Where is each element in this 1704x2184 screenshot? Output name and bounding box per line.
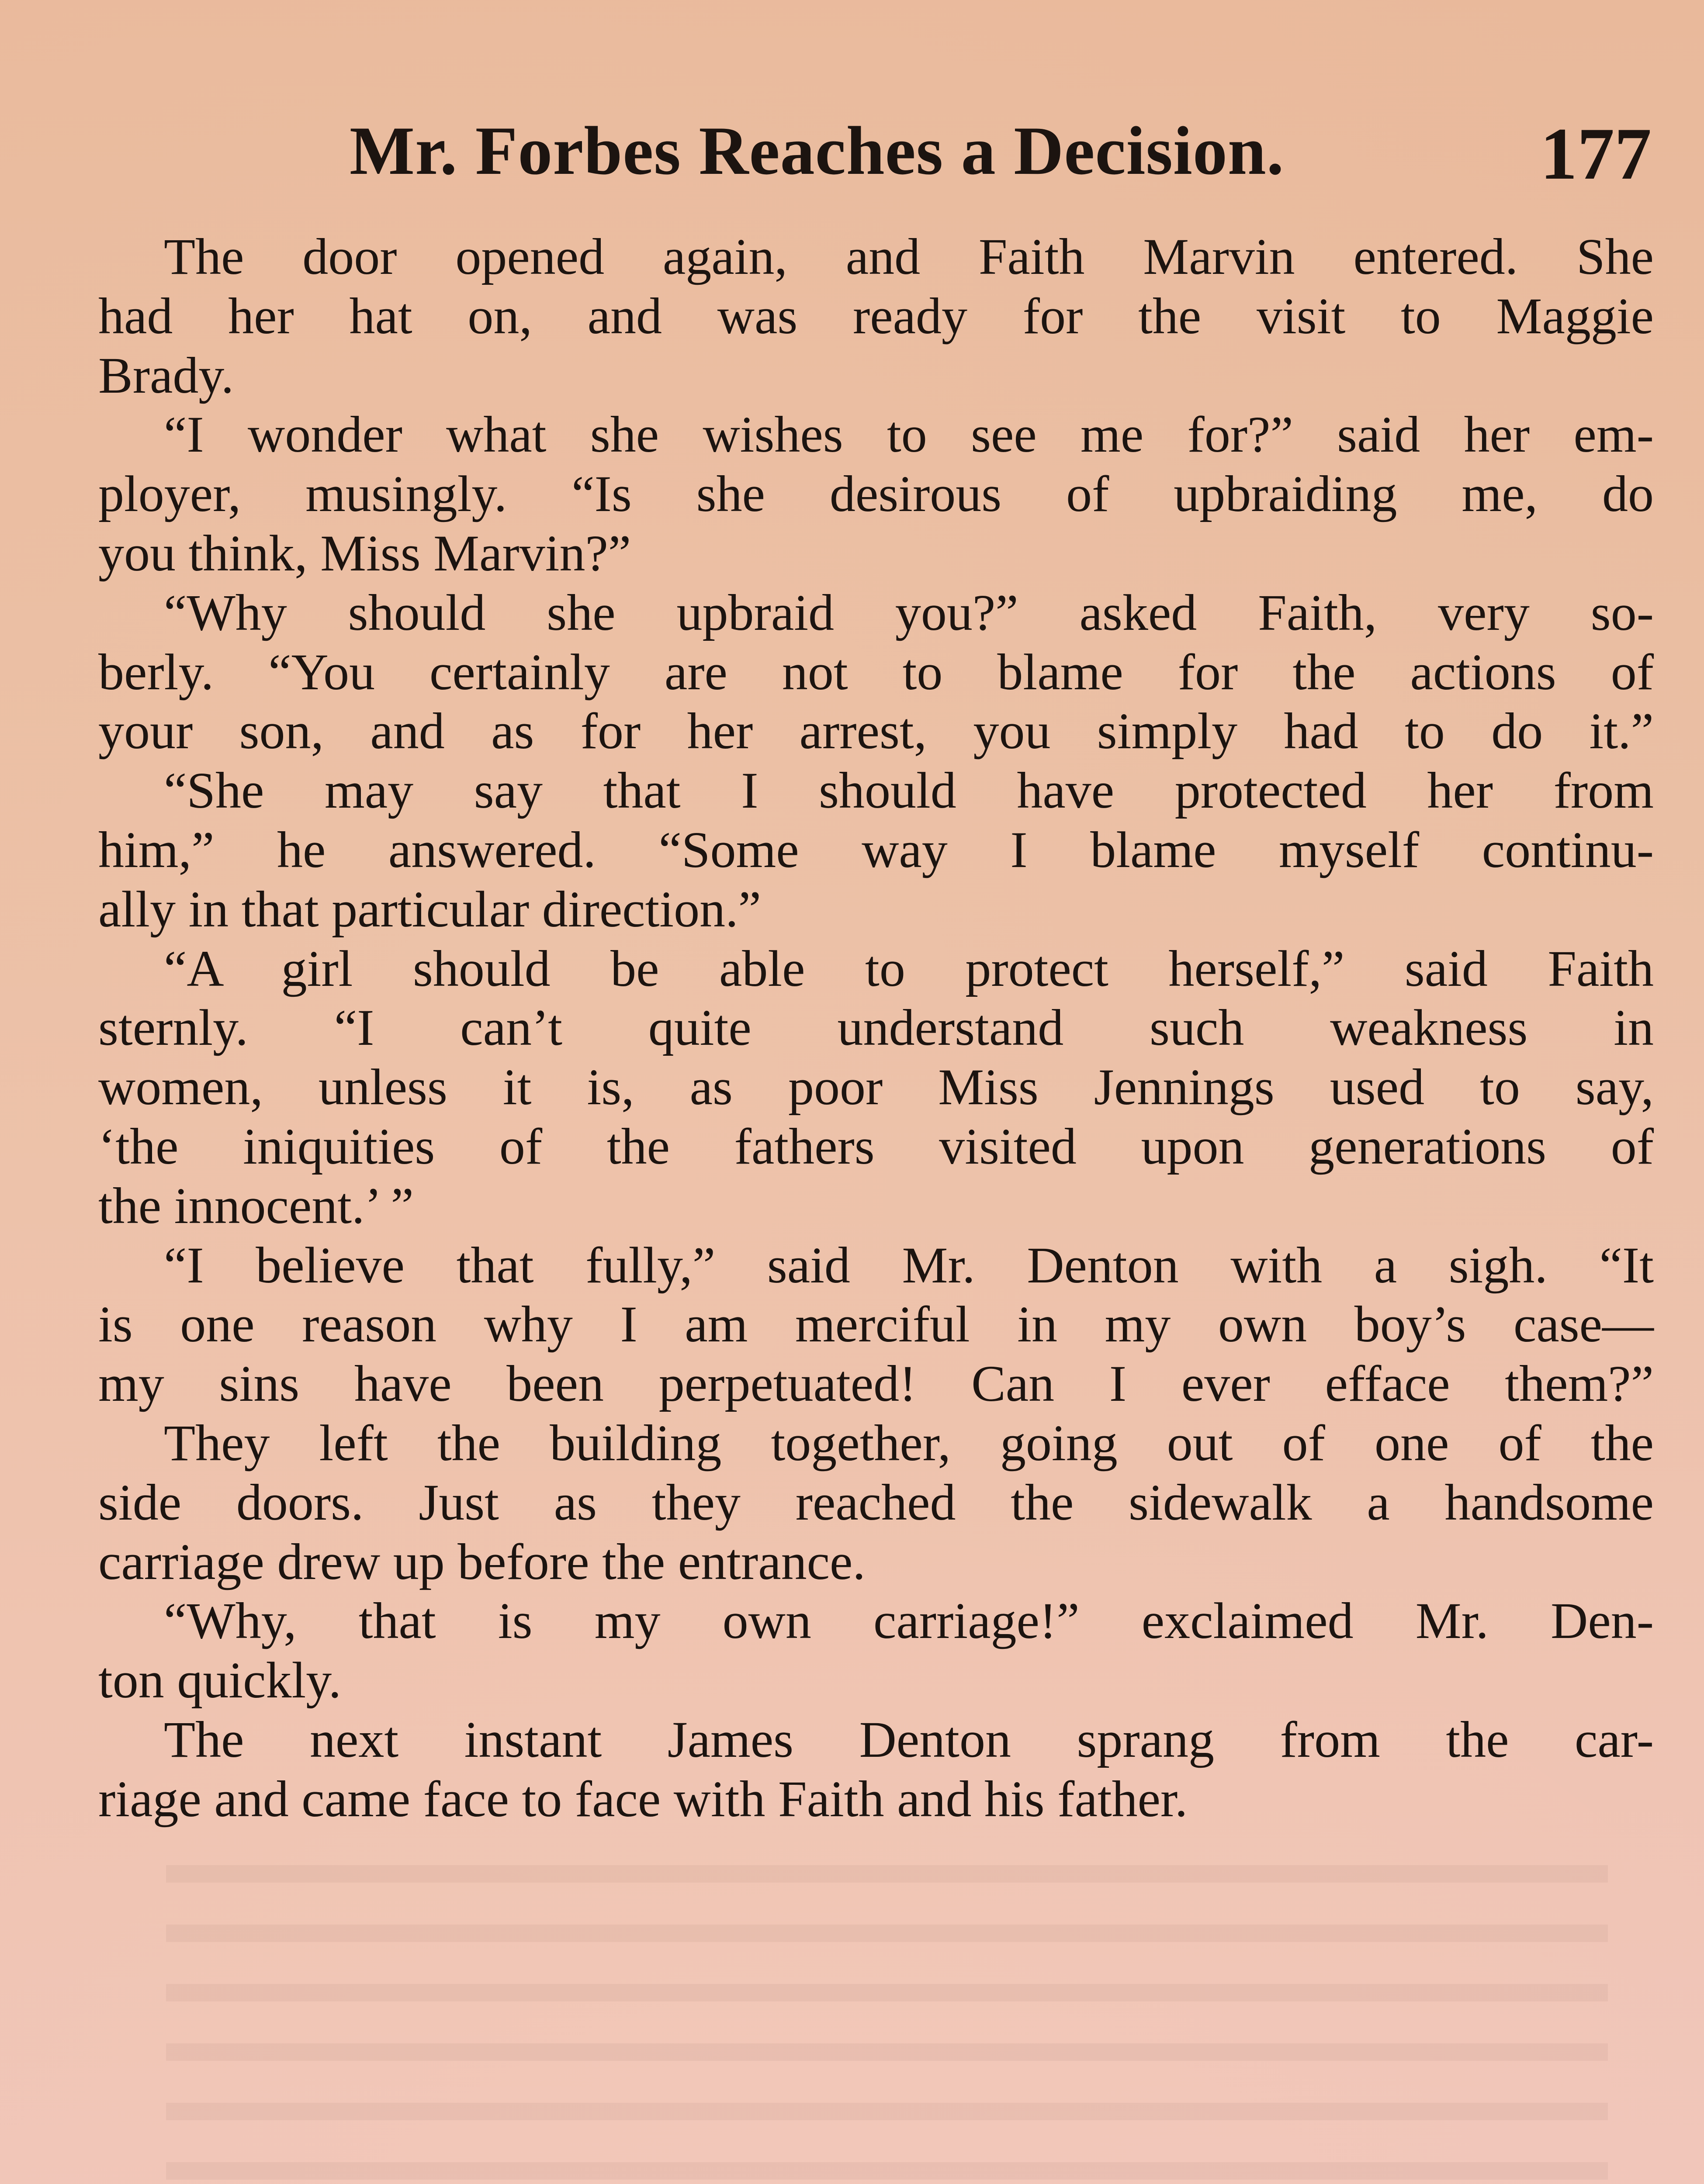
page-header bbox=[153, 94, 1652, 207]
text-line: “A girl should be able to protect herself,” said Faith bbox=[164, 940, 1654, 997]
text-line: side doors. Just as they reached the sidewalk a handsome bbox=[98, 1473, 1654, 1531]
text-line: “Why should she upbraid you?” asked Faith, very so- bbox=[164, 584, 1654, 641]
body-text bbox=[98, 227, 1654, 1829]
text-line: is one reason why I am merciful in my own boy’s case— bbox=[98, 1296, 1654, 1353]
text-line: berly. “You certainly are not to blame for the actions of bbox=[98, 643, 1654, 701]
page-number: 177 bbox=[1540, 113, 1652, 195]
text-line: riage and came face to face with Faith and his father. bbox=[98, 1770, 1188, 1828]
text-line: sternly. “I can’t quite understand such weakness in bbox=[98, 999, 1654, 1057]
text-line: Brady. bbox=[98, 346, 234, 404]
text-line: “I believe that fully,” said Mr. Denton with a sigh. “It bbox=[164, 1236, 1654, 1294]
text-line: The next instant James Denton sprang from the car- bbox=[164, 1711, 1654, 1768]
text-line: “I wonder what she wishes to see me for?” said her em- bbox=[164, 406, 1654, 463]
text-line: ployer, musingly. “Is she desirous of upbraiding me, do bbox=[98, 465, 1654, 523]
text-line: ‘the iniquities of the fathers visited upon generations of bbox=[98, 1117, 1654, 1175]
text-line: him,” he answered. “Some way I blame myself continu- bbox=[98, 821, 1654, 878]
text-line: The door opened again, and Faith Marvin entered. She bbox=[164, 228, 1654, 285]
text-line: ton quickly. bbox=[98, 1652, 342, 1709]
text-line: women, unless it is, as poor Miss Jennings used to say, bbox=[98, 1058, 1654, 1116]
text-line: your son, and as for her arrest, you simply had to do it.” bbox=[98, 702, 1654, 760]
reverse-page-bleed-through bbox=[166, 1835, 1608, 2184]
text-line: “She may say that I should have protected her from bbox=[164, 762, 1654, 819]
text-line: carriage drew up before the entrance. bbox=[98, 1533, 866, 1590]
text-line: you think, Miss Marvin?” bbox=[98, 524, 631, 582]
text-line: my sins have been perpetuated! Can I ever efface them?” bbox=[98, 1355, 1654, 1413]
text-line: the innocent.’ ” bbox=[98, 1177, 414, 1234]
text-line: “Why, that is my own carriage!” exclaimed Mr. Den- bbox=[164, 1592, 1654, 1650]
text-line: ally in that particular direction.” bbox=[98, 880, 762, 938]
text-line: They left the building together, going out of one of the bbox=[164, 1414, 1654, 1472]
running-title: Mr. Forbes Reaches a Decision. bbox=[350, 113, 1285, 189]
text-line: had her hat on, and was ready for the visit to Maggie bbox=[98, 287, 1654, 345]
